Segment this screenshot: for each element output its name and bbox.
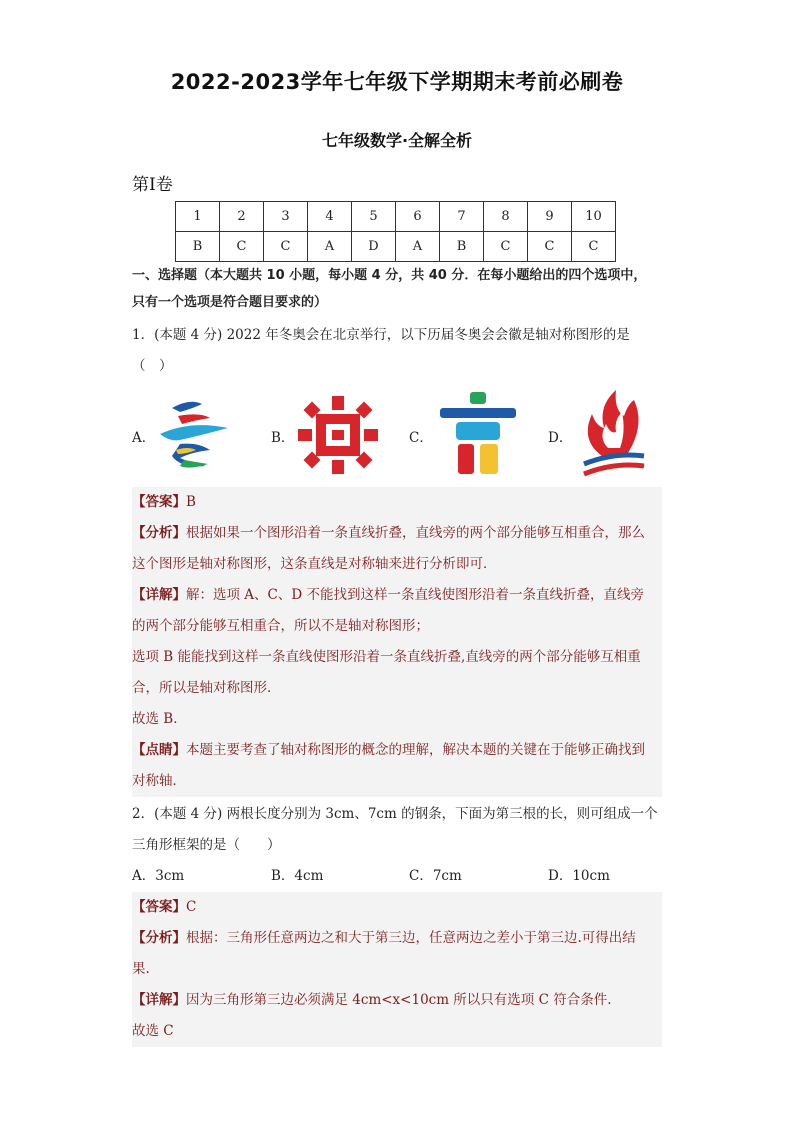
page-subtitle: 七年级数学·全解全析 bbox=[321, 131, 473, 150]
option-a-beijing-logo-icon bbox=[150, 394, 234, 476]
q2-stem-line: 2．(本题 4 分) 两根长度分别为 3cm、7cm 的钢条，下面为第三根的长，则可组成一个 bbox=[132, 806, 658, 822]
q1-analysis-cont: 这个图形是轴对称图形，这条直线是对称轴来进行分析即可． bbox=[132, 556, 497, 572]
detail-tag: 【详解】 bbox=[132, 992, 186, 1008]
answer-value: B bbox=[186, 494, 196, 510]
table-cell: C bbox=[484, 232, 528, 262]
table-cell: A bbox=[396, 232, 440, 262]
q2-stem-line: 三角形框架的是（ ） bbox=[132, 837, 281, 853]
q1-solution bbox=[132, 487, 662, 797]
q1-stem bbox=[132, 320, 664, 382]
analysis-tag: 【分析】 bbox=[132, 930, 186, 946]
section-heading bbox=[132, 262, 664, 316]
q2-conclusion: 故选 C bbox=[132, 1023, 174, 1039]
table-cell: C bbox=[264, 232, 308, 262]
q2-answer bbox=[132, 892, 662, 923]
table-cell: 1 bbox=[176, 202, 220, 232]
table-cell: B bbox=[176, 232, 220, 262]
q1-comment bbox=[132, 735, 662, 766]
q1-option-c-label: C． bbox=[409, 430, 433, 446]
answer-tag: 【答案】 bbox=[132, 494, 186, 510]
table-cell: C bbox=[528, 232, 572, 262]
q1-answer bbox=[132, 487, 662, 518]
table-cell: 6 bbox=[396, 202, 440, 232]
table-cell: 2 bbox=[220, 202, 264, 232]
analysis-text: 根据如果一个图形沿着一条直线折叠，直线旁的两个部分能够互相重合，那么 bbox=[186, 525, 645, 541]
analysis-text: 根据：三角形任意两边之和大于第三边，任意两边之差小于第三边.可得出结 bbox=[186, 930, 636, 946]
q2-option-d: D．10cm bbox=[548, 868, 610, 884]
q2-detail bbox=[132, 985, 662, 1016]
table-cell: 4 bbox=[308, 202, 352, 232]
q1-option-a-label: A． bbox=[132, 430, 156, 446]
q1-detail bbox=[132, 580, 662, 611]
answer-table-answer-row bbox=[176, 232, 616, 262]
q1-detail-cont: 选项 B 能能找到这样一条直线使图形沿着一条直线折叠,直线旁的两个部分能够互相重 bbox=[132, 649, 641, 665]
answer-value: C bbox=[186, 899, 197, 915]
q1-option-b-label: B． bbox=[271, 430, 295, 446]
q2-solution bbox=[132, 892, 662, 1047]
section-heading-line: 一、选择题（本大题共 10 小题，每小题 4 分，共 40 分．在每小题给出的四个选项中， bbox=[132, 268, 647, 283]
table-cell: 3 bbox=[264, 202, 308, 232]
comment-text: 本题主要考查了轴对称图形的概念的理解，解决本题的关键在于能够正确找到 bbox=[186, 742, 645, 758]
analysis-tag: 【分析】 bbox=[132, 525, 186, 541]
q2-option-c: C．7cm bbox=[409, 868, 462, 884]
answer-table bbox=[175, 201, 616, 262]
q1-options bbox=[132, 390, 672, 480]
option-b-sarajevo-logo-icon bbox=[296, 394, 380, 476]
answer-table-number-row bbox=[176, 202, 616, 232]
q1-detail-cont: 的两个部分能够互相重合，所以不是轴对称图形； bbox=[132, 618, 429, 634]
table-cell: C bbox=[220, 232, 264, 262]
table-cell: 9 bbox=[528, 202, 572, 232]
q1-comment-cont: 对称轴． bbox=[132, 773, 186, 789]
detail-text: 因为三角形第三边必须满足 4cm<x<10cm 所以只有选项 C 符合条件. bbox=[186, 992, 612, 1008]
q1-option-d-label: D． bbox=[548, 430, 573, 446]
page-title: 2022-2023学年七年级下学期期末考前必刷卷 bbox=[170, 70, 624, 94]
q2-analysis-cont: 果. bbox=[132, 961, 150, 977]
q2-analysis bbox=[132, 923, 662, 954]
option-c-vancouver-logo-icon bbox=[436, 390, 520, 478]
section-heading-line: 只有一个选项是符合题目要求的） bbox=[132, 295, 328, 310]
q1-conclusion: 故选 B． bbox=[132, 711, 187, 727]
q1-detail-cont: 合，所以是轴对称图形． bbox=[132, 680, 281, 696]
table-cell: 10 bbox=[572, 202, 616, 232]
q1-analysis bbox=[132, 518, 662, 549]
comment-tag: 【点睛】 bbox=[132, 742, 186, 758]
q1-stem-line: 1．(本题 4 分) 2022 年冬奥会在北京举行，以下历届冬奥会会徽是轴对称图形的是 bbox=[132, 327, 630, 343]
table-cell: D bbox=[352, 232, 396, 262]
table-cell: 5 bbox=[352, 202, 396, 232]
q2-option-b: B．4cm bbox=[271, 868, 324, 884]
table-cell: A bbox=[308, 232, 352, 262]
table-cell: C bbox=[572, 232, 616, 262]
option-d-salt-lake-logo-icon bbox=[574, 386, 654, 482]
table-cell: 8 bbox=[484, 202, 528, 232]
table-cell: B bbox=[440, 232, 484, 262]
detail-tag: 【详解】 bbox=[132, 587, 186, 603]
detail-text: 解：选项 A、C、D 不能找到这样一条直线使图形沿着一条直线折叠，直线旁 bbox=[186, 587, 644, 603]
q2-option-a: A．3cm bbox=[132, 868, 185, 884]
answer-tag: 【答案】 bbox=[132, 899, 186, 915]
table-cell: 7 bbox=[440, 202, 484, 232]
volume-label: 第Ⅰ卷 bbox=[132, 175, 173, 195]
q2-stem bbox=[132, 799, 664, 861]
q1-stem-line: （ ） bbox=[132, 358, 173, 374]
